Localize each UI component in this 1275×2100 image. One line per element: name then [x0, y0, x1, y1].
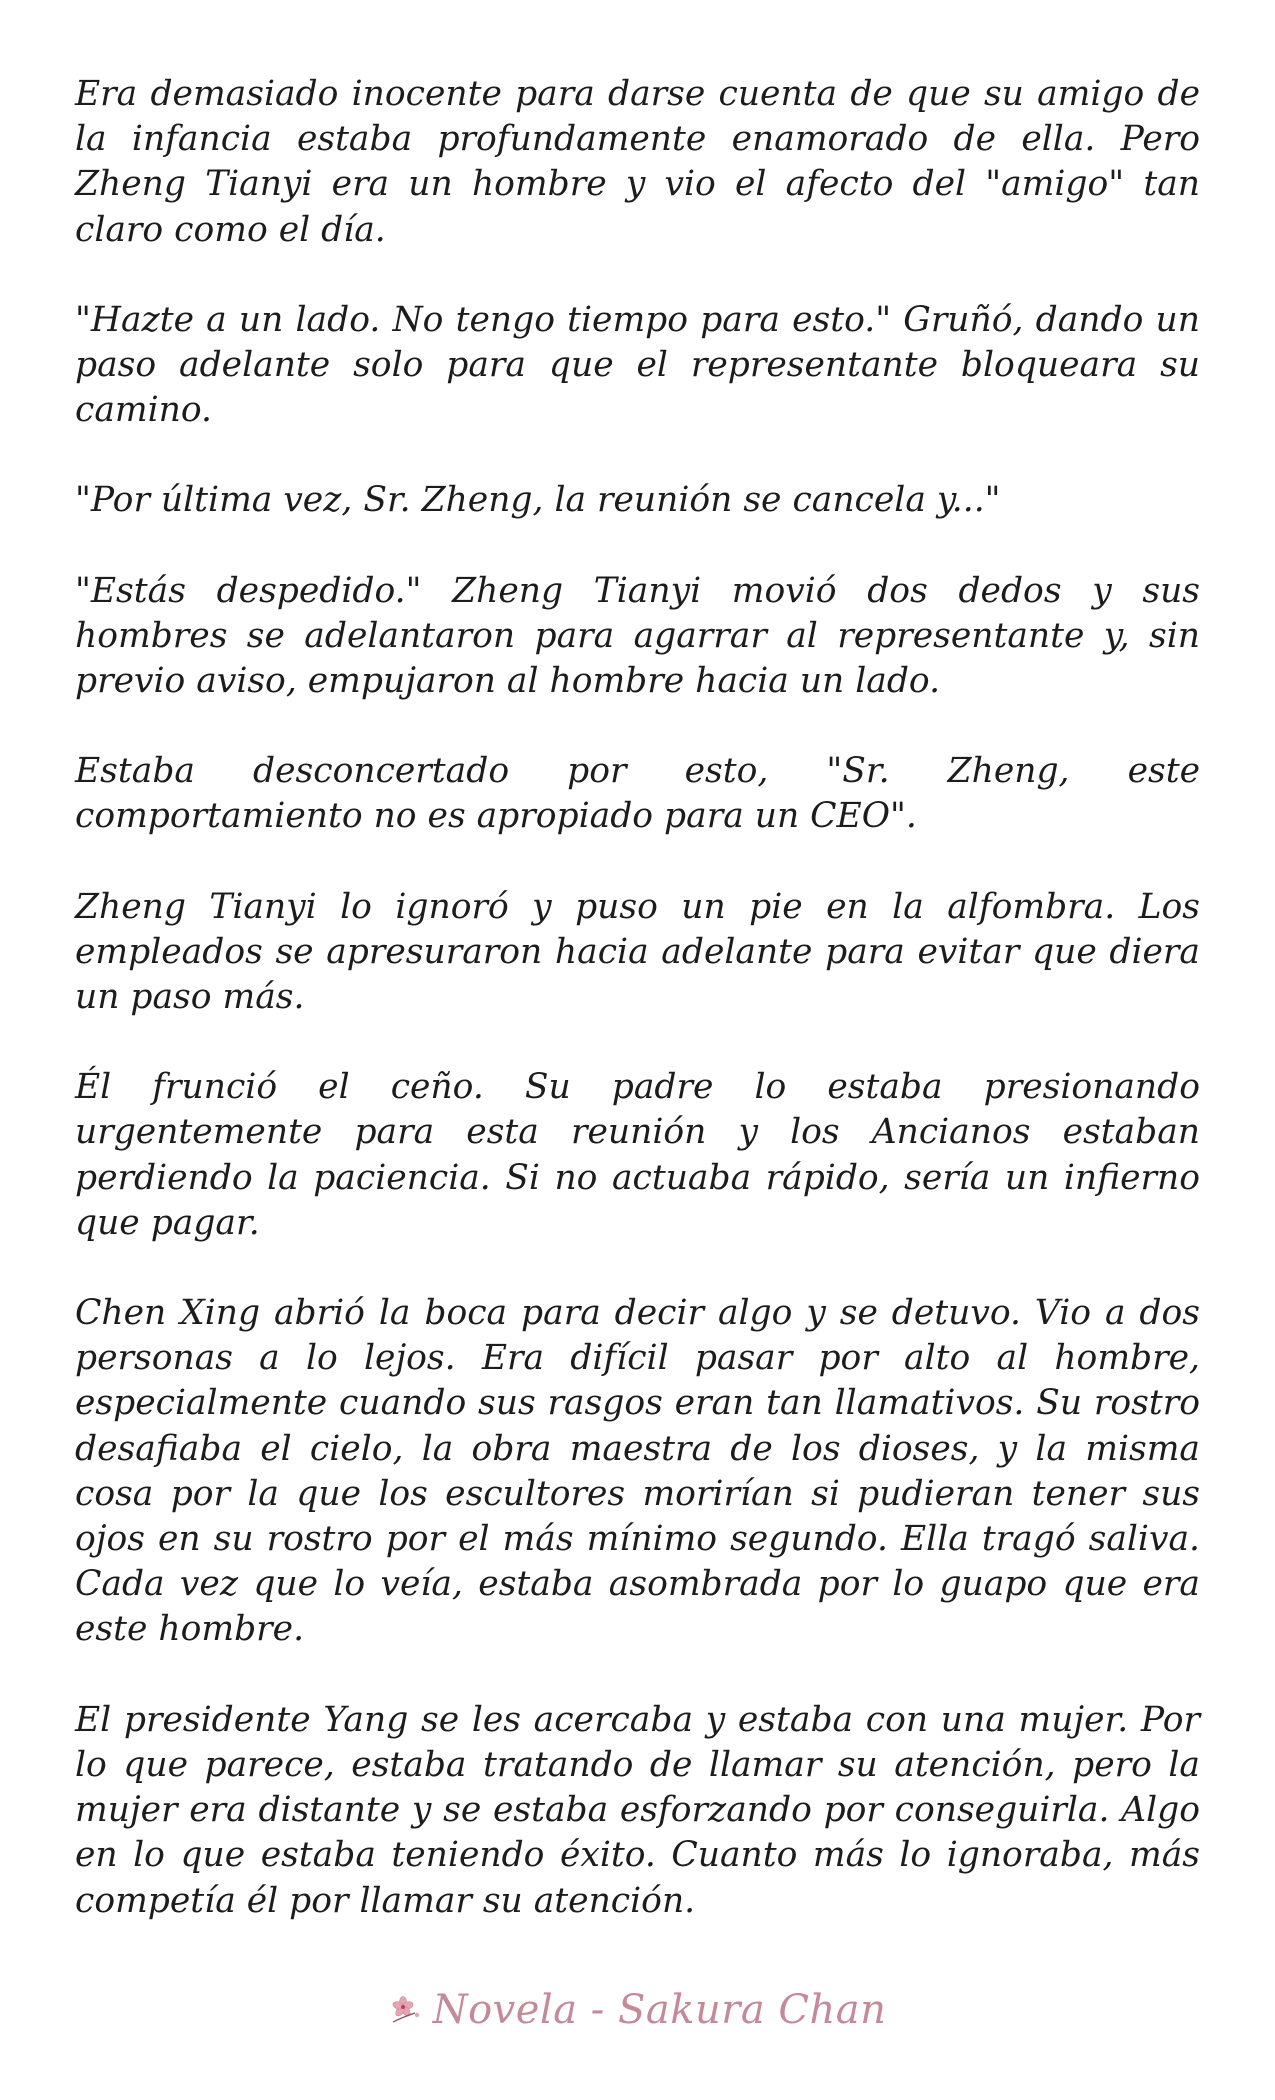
novel-text — [75, 72, 1200, 1924]
paragraph: "Estás despedido." Zheng Tianyi movió dos dedos y sus hombres se adelantaron para agarrar al representante y, sin previo aviso, empujaron al hombre hacia un lado. — [75, 570, 1200, 702]
watermark-text: Novela - Sakura Chan — [432, 1987, 887, 2033]
paragraph: "Por última vez, Sr. Zheng, la reunión se cancela y..." — [75, 480, 1001, 521]
watermark — [0, 1980, 1275, 2040]
paragraph: Era demasiado inocente para darse cuenta de que su amigo de la infancia estaba profundamente enamorado de ella. Pero Zheng Tianyi era un hombre y vio el afecto del "amigo" tan claro como el día. — [75, 74, 1200, 250]
paragraph: Zheng Tianyi lo ignoró y puso un pie en la alfombra. Los empleados se apresuraron hacia adelante para evitar que diera un paso más. — [75, 886, 1200, 1018]
paragraph: Chen Xing abrió la boca para decir algo y se detuvo. Vio a dos personas a lo lejos. Era difícil pasar por alto al hombre, especialmente cuando sus rasgos eran tan llamativos. Su rostro desafiaba el cielo, la obra maestra de los dioses, y la misma cosa por la que los escultores morirían si pudieran tener sus ojos en su rostro por el más mínimo segundo. Ella tragó saliva. Cada vez que lo veía, estaba asombrada por lo guapo que era este hombre. — [75, 1293, 1200, 1650]
paragraph: El presidente Yang se les acercaba y estaba con una mujer. Por lo que parece, estaba tratando de llamar su atención, pero la mujer era distante y se estaba esforzando por conseguirla. Algo en lo que estaba teniendo éxito. Cuanto más lo ignoraba, más competía él por llamar su atención. — [75, 1699, 1200, 1921]
paragraph: Estaba desconcertado por esto, "Sr. Zheng, este comportamiento no es apropiado para un CEO". — [75, 751, 1200, 837]
paragraph: "Hazte a un lado. No tengo tiempo para esto." Gruñó, dando un paso adelante solo para que el representante bloqueara su camino. — [75, 299, 1200, 431]
paragraph: Él frunció el ceño. Su padre lo estaba presionando urgentemente para esta reunión y los Ancianos estaban perdiendo la paciencia. Si no actuaba rápido, sería un infierno que pagar. — [75, 1067, 1200, 1243]
sakura-flower-icon — [389, 1995, 425, 2025]
